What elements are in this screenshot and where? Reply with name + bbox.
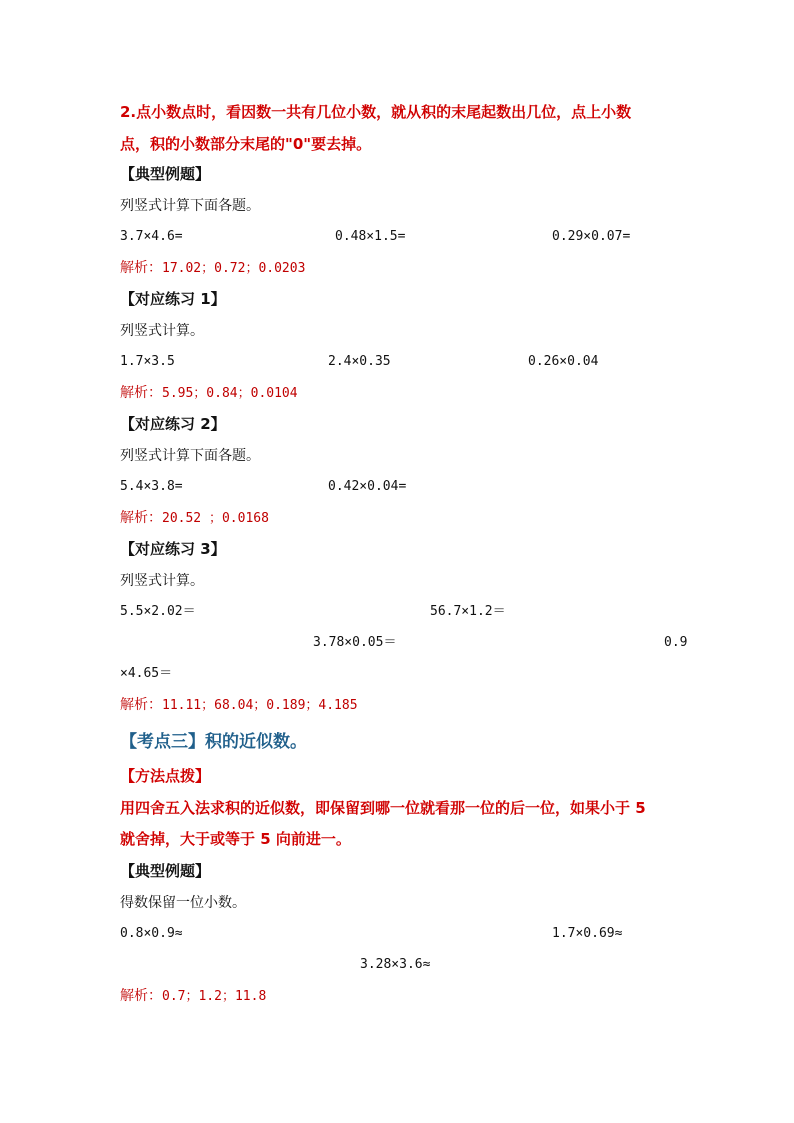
answer-line <box>120 383 298 404</box>
answer-values: 5.95；0.84；0.0104 <box>162 386 298 401</box>
answer-line <box>120 258 305 279</box>
answer-values: 0.7；1.2；11.8 <box>162 989 267 1004</box>
answer-label: 解析： <box>120 510 162 526</box>
answer-values: 20.52 ；0.0168 <box>162 511 269 526</box>
problem: 0.8×0.9≈ <box>120 926 183 941</box>
section-heading-practice-1: 【对应练习 1】 <box>120 290 226 308</box>
problem: 5.5×2.02＝ <box>120 604 196 619</box>
problem: 1.7×0.69≈ <box>552 926 623 941</box>
problem: 5.4×3.8= <box>120 479 183 494</box>
method-line-2: 就舍掉，大于或等于 5 向前进一。 <box>120 830 351 848</box>
instruction: 列竖式计算下面各题。 <box>120 198 260 214</box>
problem: 3.28×3.6≈ <box>360 957 431 972</box>
problem-continued: ×4.65＝ <box>120 666 173 681</box>
answer-line <box>120 695 358 716</box>
problem: 0.26×0.04 <box>528 354 599 369</box>
problem: 0.42×0.04= <box>328 479 407 494</box>
answer-label: 解析： <box>120 697 162 713</box>
rule-line-2: 点，积的小数部分末尾的"0"要去掉。 <box>120 135 372 153</box>
instruction: 列竖式计算。 <box>120 573 204 589</box>
method-heading: 【方法点拨】 <box>120 767 211 785</box>
problem: 0.29×0.07= <box>552 229 631 244</box>
problem: 3.7×4.6= <box>120 229 183 244</box>
section-heading-practice-3: 【对应练习 3】 <box>120 540 226 558</box>
answer-values: 11.11；68.04；0.189；4.185 <box>162 698 358 713</box>
problem: 0.48×1.5= <box>335 229 406 244</box>
answer-values: 17.02；0.72；0.0203 <box>162 261 306 276</box>
method-line-1: 用四舍五入法求积的近似数，即保留到哪一位就看那一位的后一位，如果小于 5 <box>120 799 646 817</box>
section-heading-example: 【典型例题】 <box>120 165 211 183</box>
problem: 0.9 <box>664 635 688 650</box>
problem: 56.7×1.2＝ <box>430 604 506 619</box>
instruction: 列竖式计算下面各题。 <box>120 448 260 464</box>
rule-line-1: 2.点小数点时，看因数一共有几位小数，就从积的末尾起数出几位，点上小数 <box>120 103 632 121</box>
section-heading-practice-2: 【对应练习 2】 <box>120 415 226 433</box>
problem: 1.7×3.5 <box>120 354 175 369</box>
problem: 3.78×0.05＝ <box>313 635 397 650</box>
answer-line <box>120 508 269 529</box>
problem: 2.4×0.35 <box>328 354 391 369</box>
answer-label: 解析： <box>120 385 162 401</box>
instruction: 列竖式计算。 <box>120 323 204 339</box>
answer-label: 解析： <box>120 260 162 276</box>
answer-line <box>120 986 266 1007</box>
answer-label: 解析： <box>120 988 162 1004</box>
instruction: 得数保留一位小数。 <box>120 895 246 911</box>
section-heading-example: 【典型例题】 <box>120 862 211 880</box>
topic-title: 【考点三】积的近似数。 <box>120 732 307 752</box>
